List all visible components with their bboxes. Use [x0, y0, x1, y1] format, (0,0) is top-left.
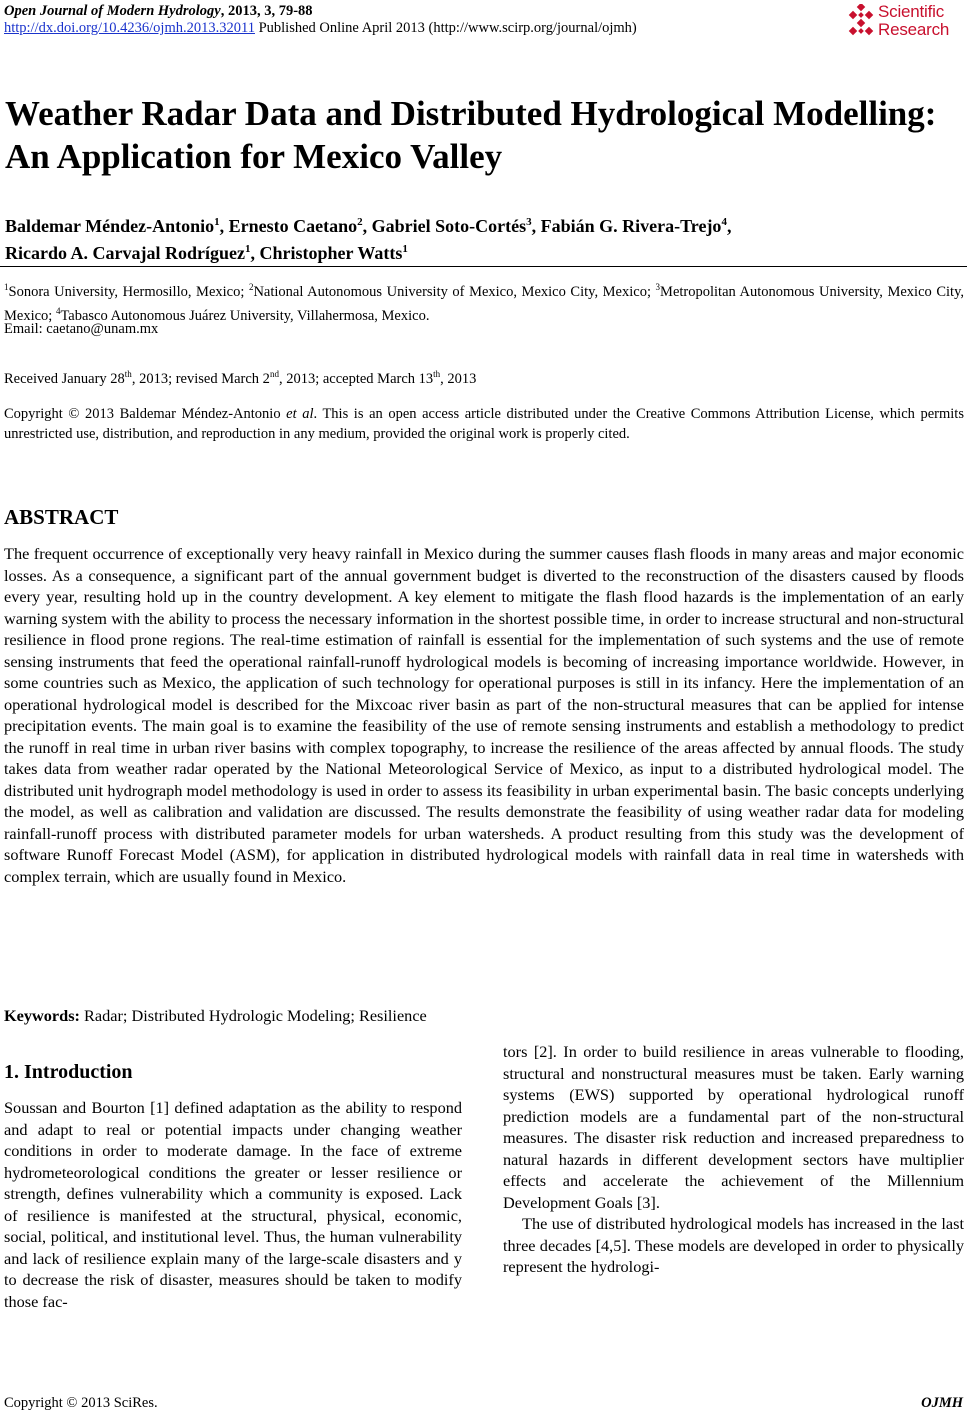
author: Ernesto Caetano$^2$, — [228, 216, 372, 236]
author: Gabriel Soto-Cortés$^3$, — [371, 216, 541, 236]
keywords-label: Keywords: — [4, 1006, 80, 1025]
logo-text-line2: Research — [878, 20, 950, 39]
author-list — [5, 211, 960, 265]
intro-column-left: Soussan and Bourton [1] defined adaptation as the ability to respond and adapt to real or potential impacts under changing weather conditions in order to moderate damage. In the face of extreme hydrometeorological conditions the greater or lesser resilience or strength, defines vulnerability which a community is exposed. Lack of resilience is manifested at the structural, physical, economic, social, political, and institutional level. Thus, the human vulnerability and lack of resilience explain many of the large-scale disasters and y to decrease the risk of disaster, measures should be taken to modify those fac- — [4, 1098, 462, 1311]
keywords-list: Radar; Distributed Hydrologic Modeling; Resilience — [79, 1006, 427, 1025]
footer-journal-abbrev: OJMH — [921, 1395, 963, 1411]
copyright-notice: Copyright © 2013 Baldemar Méndez-Antonio et al. This is an open access article distributed under the Creative Commons Attribution License, which permits unrestricted use, distribution, and reproduction in any medium, provided the original work is properly cited. — [4, 406, 964, 442]
abstract-heading: ABSTRACT — [4, 505, 119, 529]
doi-line — [4, 20, 637, 37]
logo-text-line1: Scientific — [878, 2, 945, 21]
author: Fabián G. Rivera-Trejo$^4$, — [540, 216, 732, 236]
journal-citation — [4, 3, 313, 20]
logo-mark-icon — [846, 4, 876, 38]
intro-column-right — [503, 1041, 964, 1278]
abstract-text: The frequent occurrence of exceptionally very heavy rainfall in Mexico during the summer causes flash floods in many areas and major economic losses. As a consequence, a significant part of the annual government budget is diverted to the reconstruction of the disasters caused by floods every year, resulting hold up in the country development. A key element to mitigate the flash flood hazards is the implementation of an early warning system with the ability to process the necessary information in the shortest possible time, in order to increase structural and non-structural resilience in flood prone regions. The real-time estimation of rainfall is essential for the implementation of such systems and the use of remote sensing instruments that feed the operational rainfall-runoff hydrological models is becoming of increasing importance worldwide. However, in some countries such as Mexico, the application of such technology for operational purposes is still in its infancy. Here the implementation of an operational hydrological model is described for the Mixcoac river basin as part of the non-structural measures that can be applied for intense precipitation events. The main goal is to examine the feasibility of the use of remote sensing instruments and establish a methodology to predict the runoff in real time in urban river basins with complex topography, to increase the resilience of the areas affected by annual floods. The study takes data from weather radar operated by the National Meteorological Service of Mexico, as input to a distributed hydrological model. The distributed unit hydrograph model methodology is used in order to assess its feasibility in urban experimental basin. The basic concepts underlying the model, as well as calibration and validation are discussed. The results demonstrate the feasibility of using weather radar data for modeling rainfall-runoff process with distributed parameter models for urban watersheds. A product resulting from this study was the development of software Runoff Forecast Model (ASM), for application in distributed hydrological models with rainfall data in real time in watersheds with complex terrain, which are usually found in Mexico. — [4, 544, 964, 886]
journal-name: Open Journal of Modern Hydrology — [4, 3, 221, 19]
published-text: Published Online April 2013 (http://www.scirp.org/journal/ojmh) — [254, 20, 637, 36]
intro-paragraph: tors [2]. In order to build resilience in areas vulnerable to flooding, structural and nonstructural measures must be taken. Early warning systems (EWS) supported by operational hydrological runoff prediction models are a fundamental part of the non-structural measures. The disaster risk reduction and increased preparedness to natural hazards in different development sectors have multiplier effects and accelerate the achievement of the Millennium Development Goals [3]. — [503, 1042, 964, 1212]
journal-details: , 2013, 3, 79-88 — [220, 3, 313, 19]
header-rule — [0, 266, 967, 267]
publisher-logo — [846, 0, 966, 44]
article-title: Weather Radar Data and Distributed Hydrological Modelling: An Application for Mexico Valley — [5, 94, 937, 176]
keywords — [4, 1006, 427, 1026]
affiliations: $^1$Sonora University, Hermosillo, Mexico; $^2$National Autonomous University of Mexico, Mexico City, Mexico; $^3$Metropolitan Autonomous University, Mexico City, Mexico; $^4$Tabasco Autonomous Juárez University, Villahermosa, Mexico. — [4, 282, 965, 325]
intro-paragraph: The use of distributed hydrological models has increased in the last three decades [4,5]. These models are developed in order to physically represent the hydrologi- — [503, 1214, 964, 1276]
received-dates: Received January 28th, 2013; revised March 2nd, 2013; accepted March 13th, 2013 — [4, 369, 477, 387]
author: Christopher Watts$^1$ — [259, 243, 408, 263]
author: Baldemar Méndez-Antonio$^1$, — [5, 216, 229, 236]
section-heading: 1. Introduction — [4, 1061, 133, 1083]
doi-link[interactable]: http://dx.doi.org/10.4236/ojmh.2013.32011 — [4, 20, 255, 36]
contact-email[interactable]: Email: caetano@unam.mx — [4, 321, 159, 337]
author: Ricardo A. Carvajal Rodríguez$^1$, — [5, 243, 260, 263]
footer-copyright: Copyright © 2013 SciRes. — [4, 1395, 158, 1411]
